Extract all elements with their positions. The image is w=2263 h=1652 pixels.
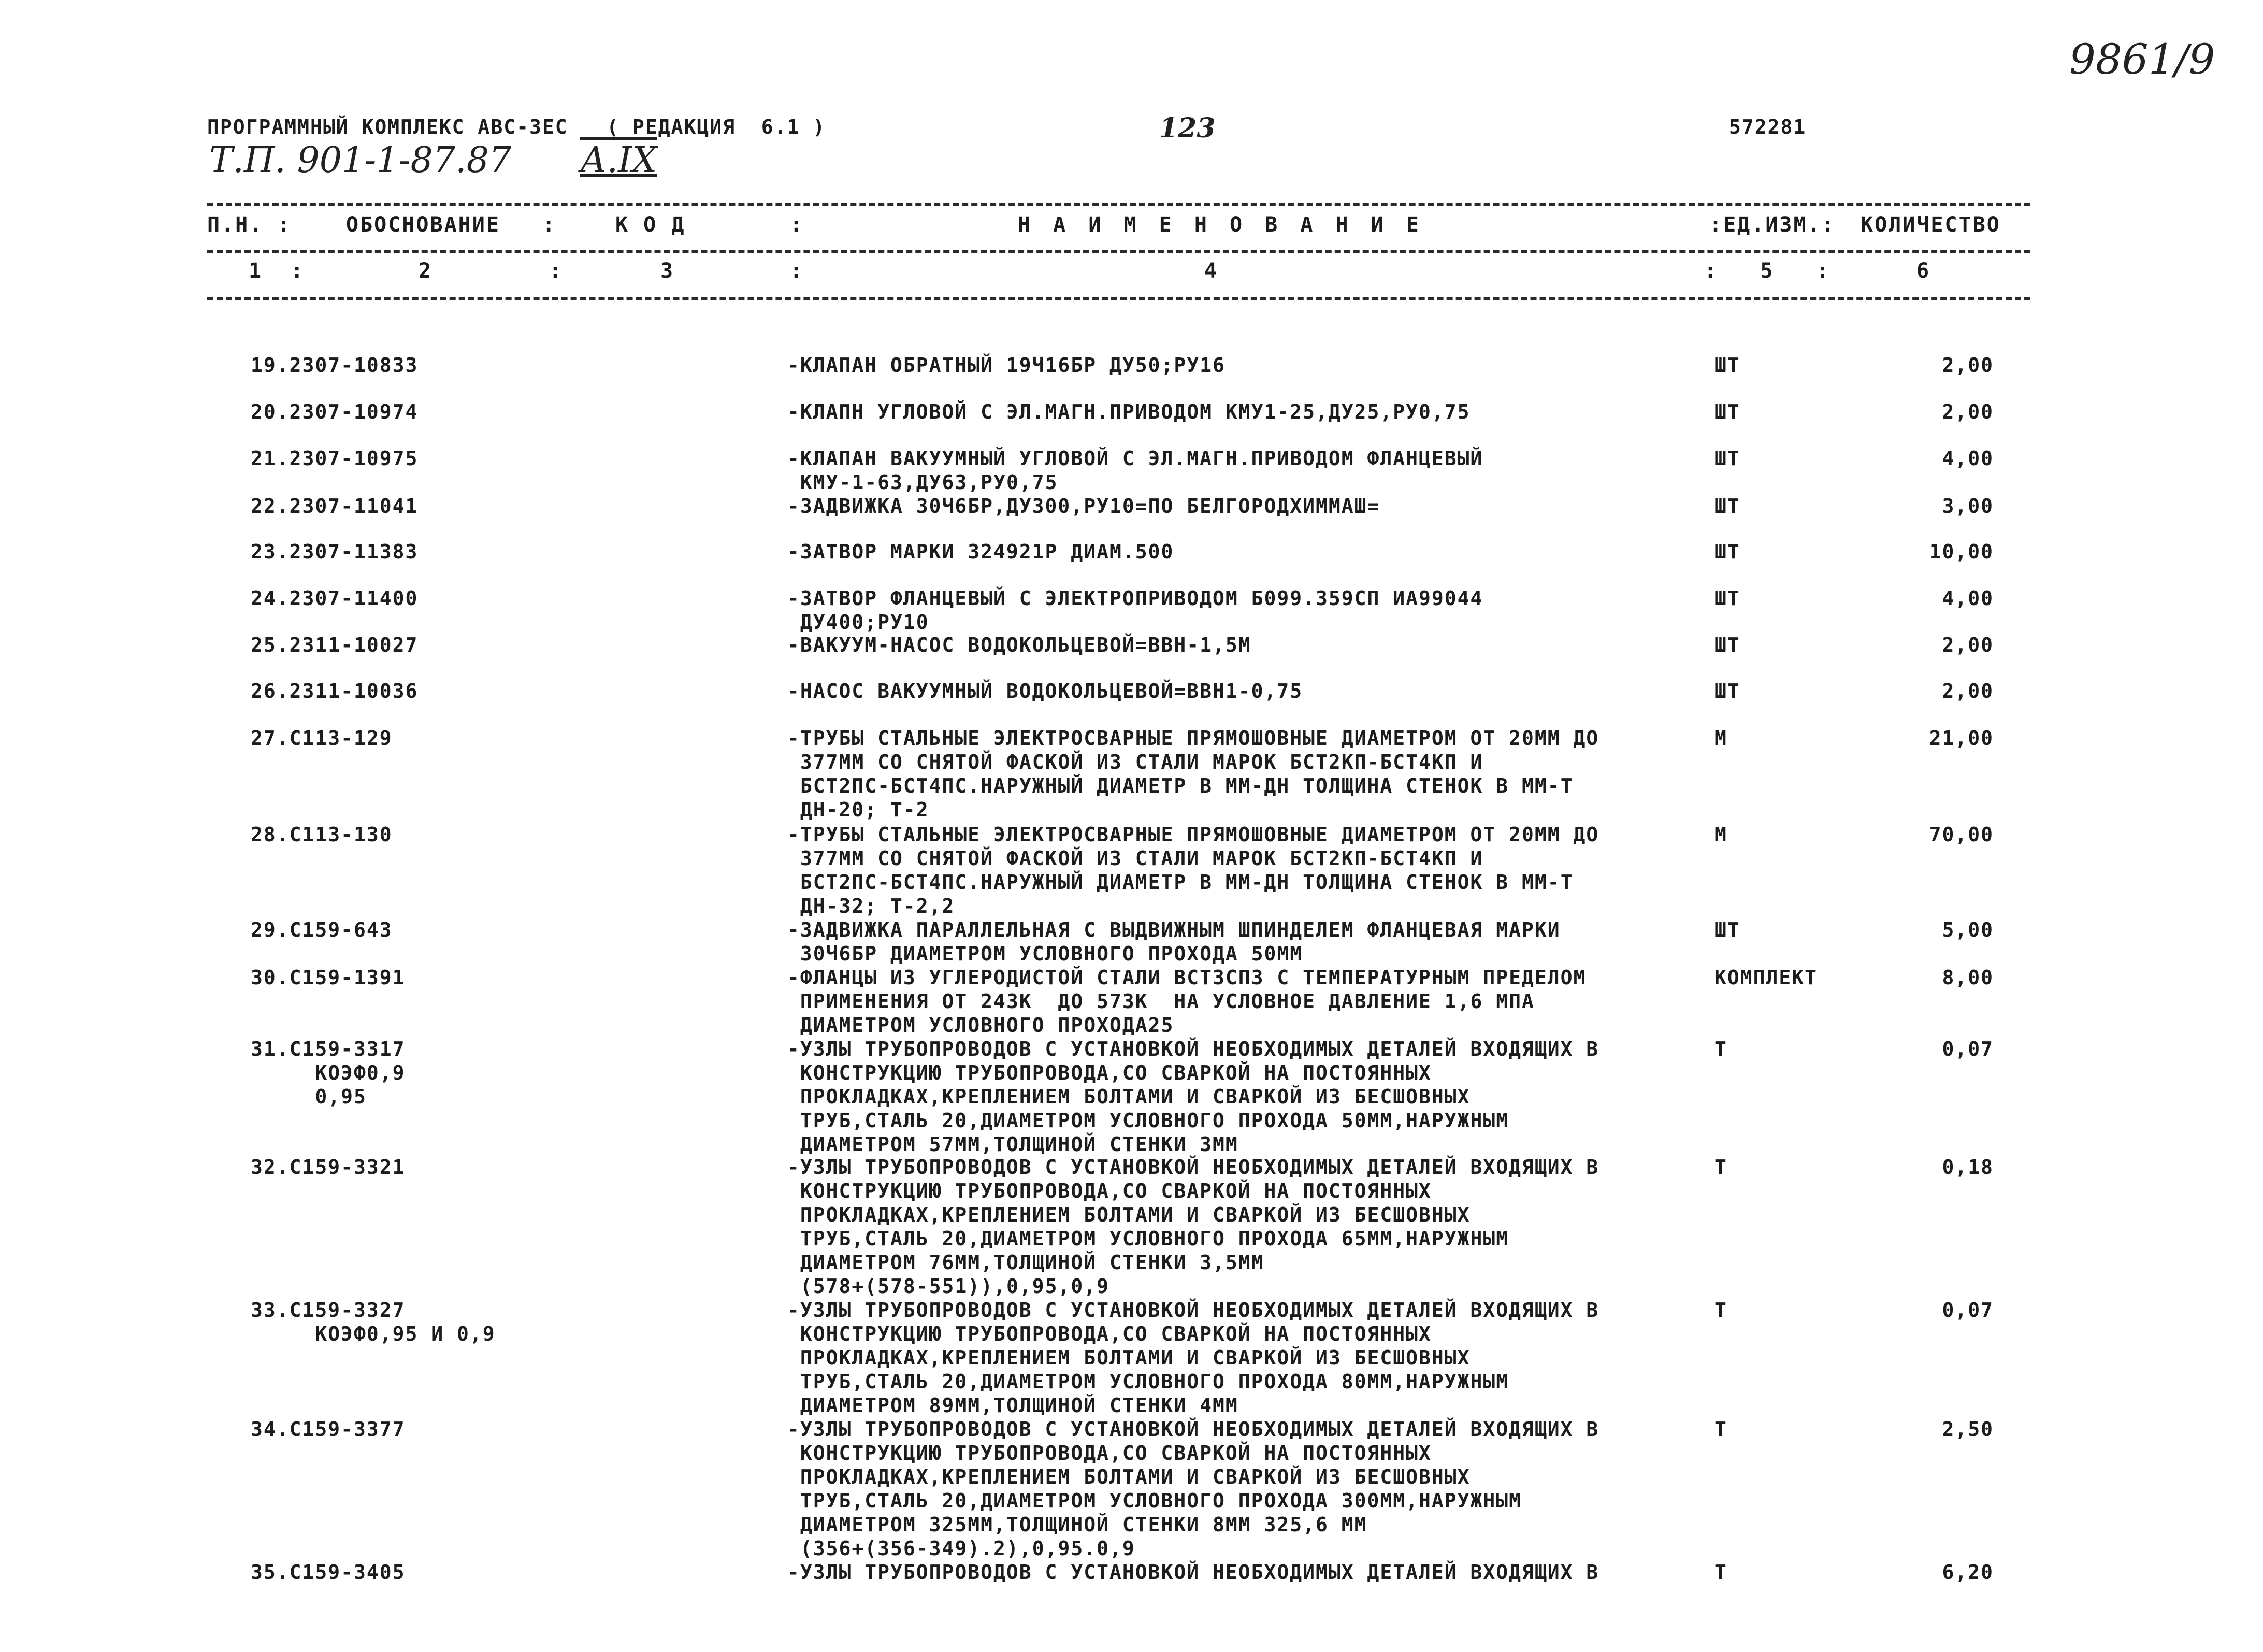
row-basis: 19.2307-10833 (251, 354, 419, 377)
row-basis: 32.С159-3321 (251, 1156, 406, 1179)
row-qty: 2,00 (1942, 354, 1994, 377)
row-unit: ШТ (1714, 587, 1740, 610)
row-name: -КЛАПАН ВАКУУМНЫЙ УГЛОВОЙ С ЭЛ.МАГН.ПРИВОДОМ ФЛАНЦЕВЫЙ КМУ-1-63,ДУ63,РУ0,75 (787, 447, 1483, 494)
row-qty: 21,00 (1929, 727, 1994, 750)
row-basis: 21.2307-10975 (251, 447, 419, 470)
row-name: -УЗЛЫ ТРУБОПРОВОДОВ С УСТАНОВКОЙ НЕОБХОДИМЫХ ДЕТАЛЕЙ ВХОДЯЩИХ В КОНСТРУКЦИЮ ТРУБОПРОВОДА,СО СВАРКОЙ НА ПОСТОЯННЫХ ПРОКЛАДКАХ,КРЕПЛЕНИЕМ БОЛТАМИ И СВАРКОЙ ИЗ БЕСШОВНЫХ ТРУБ,СТАЛЬ 20,ДИАМЕТРОМ УСЛОВНОГО ПРОХОДА 50ММ,НАРУЖНЫМ ДИАМЕТРОМ 57ММ,ТОЛЩИНОЙ СТЕНКИ 3ММ (787, 1038, 1599, 1156)
row-unit: М (1714, 727, 1727, 750)
row-qty: 70,00 (1929, 823, 1994, 846)
row-name: -ЗАТВОР МАРКИ 324921Р ДИАМ.500 (787, 540, 1174, 563)
col-number-3: 3 (660, 259, 675, 283)
row-qty: 0,18 (1942, 1156, 1994, 1179)
row-name: -УЗЛЫ ТРУБОПРОВОДОВ С УСТАНОВКОЙ НЕОБХОДИМЫХ ДЕТАЛЕЙ ВХОДЯЩИХ В КОНСТРУКЦИЮ ТРУБОПРОВОДА,СО СВАРКОЙ НА ПОСТОЯННЫХ ПРОКЛАДКАХ,КРЕПЛЕНИЕМ БОЛТАМИ И СВАРКОЙ ИЗ БЕСШОВНЫХ ТРУБ,СТАЛЬ 20,ДИАМЕТРОМ УСЛОВНОГО ПРОХОДА 65ММ,НАРУЖНЫМ ДИАМЕТРОМ 76ММ,ТОЛЩИНОЙ СТЕНКИ 3,5ММ (578+(578-551)),0,95,0,9 (787, 1156, 1599, 1298)
col-header-basis: ОБОСНОВАНИЕ : (346, 213, 557, 237)
row-qty: 2,00 (1942, 634, 1994, 656)
col-header-code: К О Д (615, 213, 686, 237)
row-basis: 34.С159-3377 (251, 1418, 406, 1441)
row-basis: 27.С113-129 (251, 727, 393, 750)
header-rule-middle (207, 250, 2030, 253)
row-unit: М (1714, 823, 1727, 846)
page-number: 123 (1159, 112, 1216, 144)
col-number-2-separator: : (549, 259, 564, 283)
row-basis: 35.С159-3405 (251, 1561, 406, 1584)
row-qty: 2,00 (1942, 400, 1994, 423)
row-unit: ШТ (1714, 680, 1740, 702)
col-number-1: 1 : (249, 259, 305, 283)
row-basis: 29.С159-643 (251, 918, 393, 941)
row-unit: Т (1714, 1299, 1727, 1321)
row-qty: 2,50 (1942, 1418, 1994, 1441)
row-qty: 4,00 (1942, 447, 1994, 470)
program-title: ПРОГРАММНЫЙ КОМПЛЕКС АВС-3ЕС ( РЕДАКЦИЯ 6.1 ) (207, 116, 826, 138)
row-basis: 26.2311-10036 (251, 680, 419, 702)
row-basis: 30.С159-1391 (251, 966, 406, 989)
row-name: -ТРУБЫ СТАЛЬНЫЕ ЭЛЕКТРОСВАРНЫЕ ПРЯМОШОВНЫЕ ДИАМЕТРОМ ОТ 20ММ ДО 377ММ СО СНЯТОЙ ФАСКОЙ ИЗ СТАЛИ МАРОК БСТ2КП-БСТ4КП И БСТ2ПС-БСТ4ПС.НАРУЖНЫЙ ДИАМЕТР В ММ-ДН ТОЛЩИНА СТЕНОК В ММ-Т ДН-32; Т-2,2 (787, 823, 1599, 917)
row-unit: ШТ (1714, 540, 1740, 563)
row-name: -УЗЛЫ ТРУБОПРОВОДОВ С УСТАНОВКОЙ НЕОБХОДИМЫХ ДЕТАЛЕЙ ВХОДЯЩИХ В КОНСТРУКЦИЮ ТРУБОПРОВОДА,СО СВАРКОЙ НА ПОСТОЯННЫХ ПРОКЛАДКАХ,КРЕПЛЕНИЕМ БОЛТАМИ И СВАРКОЙ ИЗ БЕСШОВНЫХ ТРУБ,СТАЛЬ 20,ДИАМЕТРОМ УСЛОВНОГО ПРОХОДА 80ММ,НАРУЖНЫМ ДИАМЕТРОМ 89ММ,ТОЛЩИНОЙ СТЕНКИ 4ММ (787, 1299, 1599, 1417)
col-header-name: Н А И М Е Н О В А Н И Е (1018, 213, 1424, 237)
row-unit: КОМПЛЕКТ (1714, 966, 1818, 989)
col-number-6: 6 (1916, 259, 1931, 283)
row-qty: 4,00 (1942, 587, 1994, 610)
row-name: -НАСОС ВАКУУМНЫЙ ВОДОКОЛЬЦЕВОЙ=ВВН1-0,75 (787, 680, 1303, 702)
row-basis: 24.2307-11400 (251, 587, 419, 610)
row-unit: ШТ (1714, 634, 1740, 656)
row-qty: 6,20 (1942, 1561, 1994, 1584)
row-name: -КЛАПН УГЛОВОЙ С ЭЛ.МАГН.ПРИВОДОМ КМУ1-25,ДУ25,РУ0,75 (787, 400, 1471, 423)
row-name: -ЗАДВИЖКА 30Ч6БР,ДУ300,РУ10=ПО БЕЛГОРОДХИММАШ= (787, 495, 1380, 518)
col-number-5: : 5 : (1704, 259, 1830, 283)
row-unit: ШТ (1714, 400, 1740, 423)
row-basis: 22.2307-11041 (251, 495, 419, 518)
row-qty: 0,07 (1942, 1038, 1994, 1060)
col-header-qty: КОЛИЧЕСТВО (1861, 213, 2001, 237)
row-unit: Т (1714, 1038, 1727, 1060)
row-name: -УЗЛЫ ТРУБОПРОВОДОВ С УСТАНОВКОЙ НЕОБХОДИМЫХ ДЕТАЛЕЙ ВХОДЯЩИХ В (787, 1561, 1599, 1584)
row-basis: 23.2307-11383 (251, 540, 419, 563)
header-rule-bottom (207, 297, 2030, 300)
row-qty: 10,00 (1929, 540, 1994, 563)
row-unit: Т (1714, 1418, 1727, 1441)
row-qty: 0,07 (1942, 1299, 1994, 1321)
col-header-unit: :ЕД.ИЗМ.: (1709, 213, 1836, 237)
row-unit: Т (1714, 1156, 1727, 1179)
row-qty: 2,00 (1942, 680, 1994, 702)
row-name: -ТРУБЫ СТАЛЬНЫЕ ЭЛЕКТРОСВАРНЫЕ ПРЯМОШОВНЫЕ ДИАМЕТРОМ ОТ 20ММ ДО 377ММ СО СНЯТОЙ ФАСКОЙ ИЗ СТАЛИ МАРОК БСТ2КП-БСТ4КП И БСТ2ПС-БСТ4ПС.НАРУЖНЫЙ ДИАМЕТР В ММ-ДН ТОЛЩИНА СТЕНОК В ММ-Т ДН-20; Т-2 (787, 727, 1599, 821)
row-basis: 31.С159-3317 КОЭФ0,9 0,95 (251, 1038, 406, 1108)
row-name: -КЛАПАН ОБРАТНЫЙ 19Ч16БР ДУ50;РУ16 (787, 354, 1226, 377)
row-name: -УЗЛЫ ТРУБОПРОВОДОВ С УСТАНОВКОЙ НЕОБХОДИМЫХ ДЕТАЛЕЙ ВХОДЯЩИХ В КОНСТРУКЦИЮ ТРУБОПРОВОДА,СО СВАРКОЙ НА ПОСТОЯННЫХ ПРОКЛАДКАХ,КРЕПЛЕНИЕМ БОЛТАМИ И СВАРКОЙ ИЗ БЕСШОВНЫХ ТРУБ,СТАЛЬ 20,ДИАМЕТРОМ УСЛОВНОГО ПРОХОДА 300ММ,НАРУЖНЫМ ДИАМЕТРОМ 325ММ,ТОЛЩИНОЙ СТЕНКИ 8ММ 325,6 ММ (356+(356-349).2),0,95.0,9 (787, 1418, 1599, 1560)
row-qty: 3,00 (1942, 495, 1994, 518)
row-basis: 28.С113-130 (251, 823, 393, 846)
row-unit: ШТ (1714, 495, 1740, 518)
row-basis: 25.2311-10027 (251, 634, 419, 656)
header-rule-top (207, 203, 2030, 206)
col-number-2: 2 (419, 259, 433, 283)
row-unit: Т (1714, 1561, 1727, 1584)
row-qty: 8,00 (1942, 966, 1994, 989)
row-name: -ЗАТВОР ФЛАНЦЕВЫЙ С ЭЛЕКТРОПРИВОДОМ Б099.359СП ИА99044 ДУ400;РУ10 (787, 587, 1483, 634)
col-header-pn: П.Н. : (207, 213, 292, 237)
row-unit: ШТ (1714, 447, 1740, 470)
col-number-3-separator: : (790, 259, 804, 283)
archive-number-handwritten: 9861/9 (2069, 35, 2215, 83)
row-name: -ЗАДВИЖКА ПАРАЛЛЕЛЬНАЯ С ВЫДВИЖНЫМ ШПИНДЕЛЕМ ФЛАНЦЕВАЯ МАРКИ 30Ч6БР ДИАМЕТРОМ УСЛОВНОГО ПРОХОДА 50ММ (787, 918, 1561, 965)
row-basis: 33.С159-3327 КОЭФ0,95 И 0,9 (251, 1299, 496, 1345)
album-reference: А.IX (580, 140, 657, 181)
row-basis: 20.2307-10974 (251, 400, 419, 423)
row-qty: 5,00 (1942, 918, 1994, 941)
doc-code: 572281 (1729, 116, 1807, 138)
col-number-4: 4 (1204, 259, 1219, 283)
row-unit: ШТ (1714, 354, 1740, 377)
row-name: -ВАКУУМ-НАСОС ВОДОКОЛЬЦЕВОЙ=ВВН-1,5М (787, 634, 1251, 656)
row-unit: ШТ (1714, 918, 1740, 941)
project-reference: Т.П. 901-1-87.87 (209, 140, 512, 181)
col-header-separator: : (790, 213, 804, 237)
row-name: -ФЛАНЦЫ ИЗ УГЛЕРОДИСТОЙ СТАЛИ ВСТ3СП3 С ТЕМПЕРАТУРНЫМ ПРЕДЕЛОМ ПРИМЕНЕНИЯ ОТ 243К ДО 573К НА УСЛОВНОЕ ДАВЛЕНИЕ 1,6 МПА ДИАМЕТРОМ УСЛОВНОГО ПРОХОДА25 (787, 966, 1587, 1037)
